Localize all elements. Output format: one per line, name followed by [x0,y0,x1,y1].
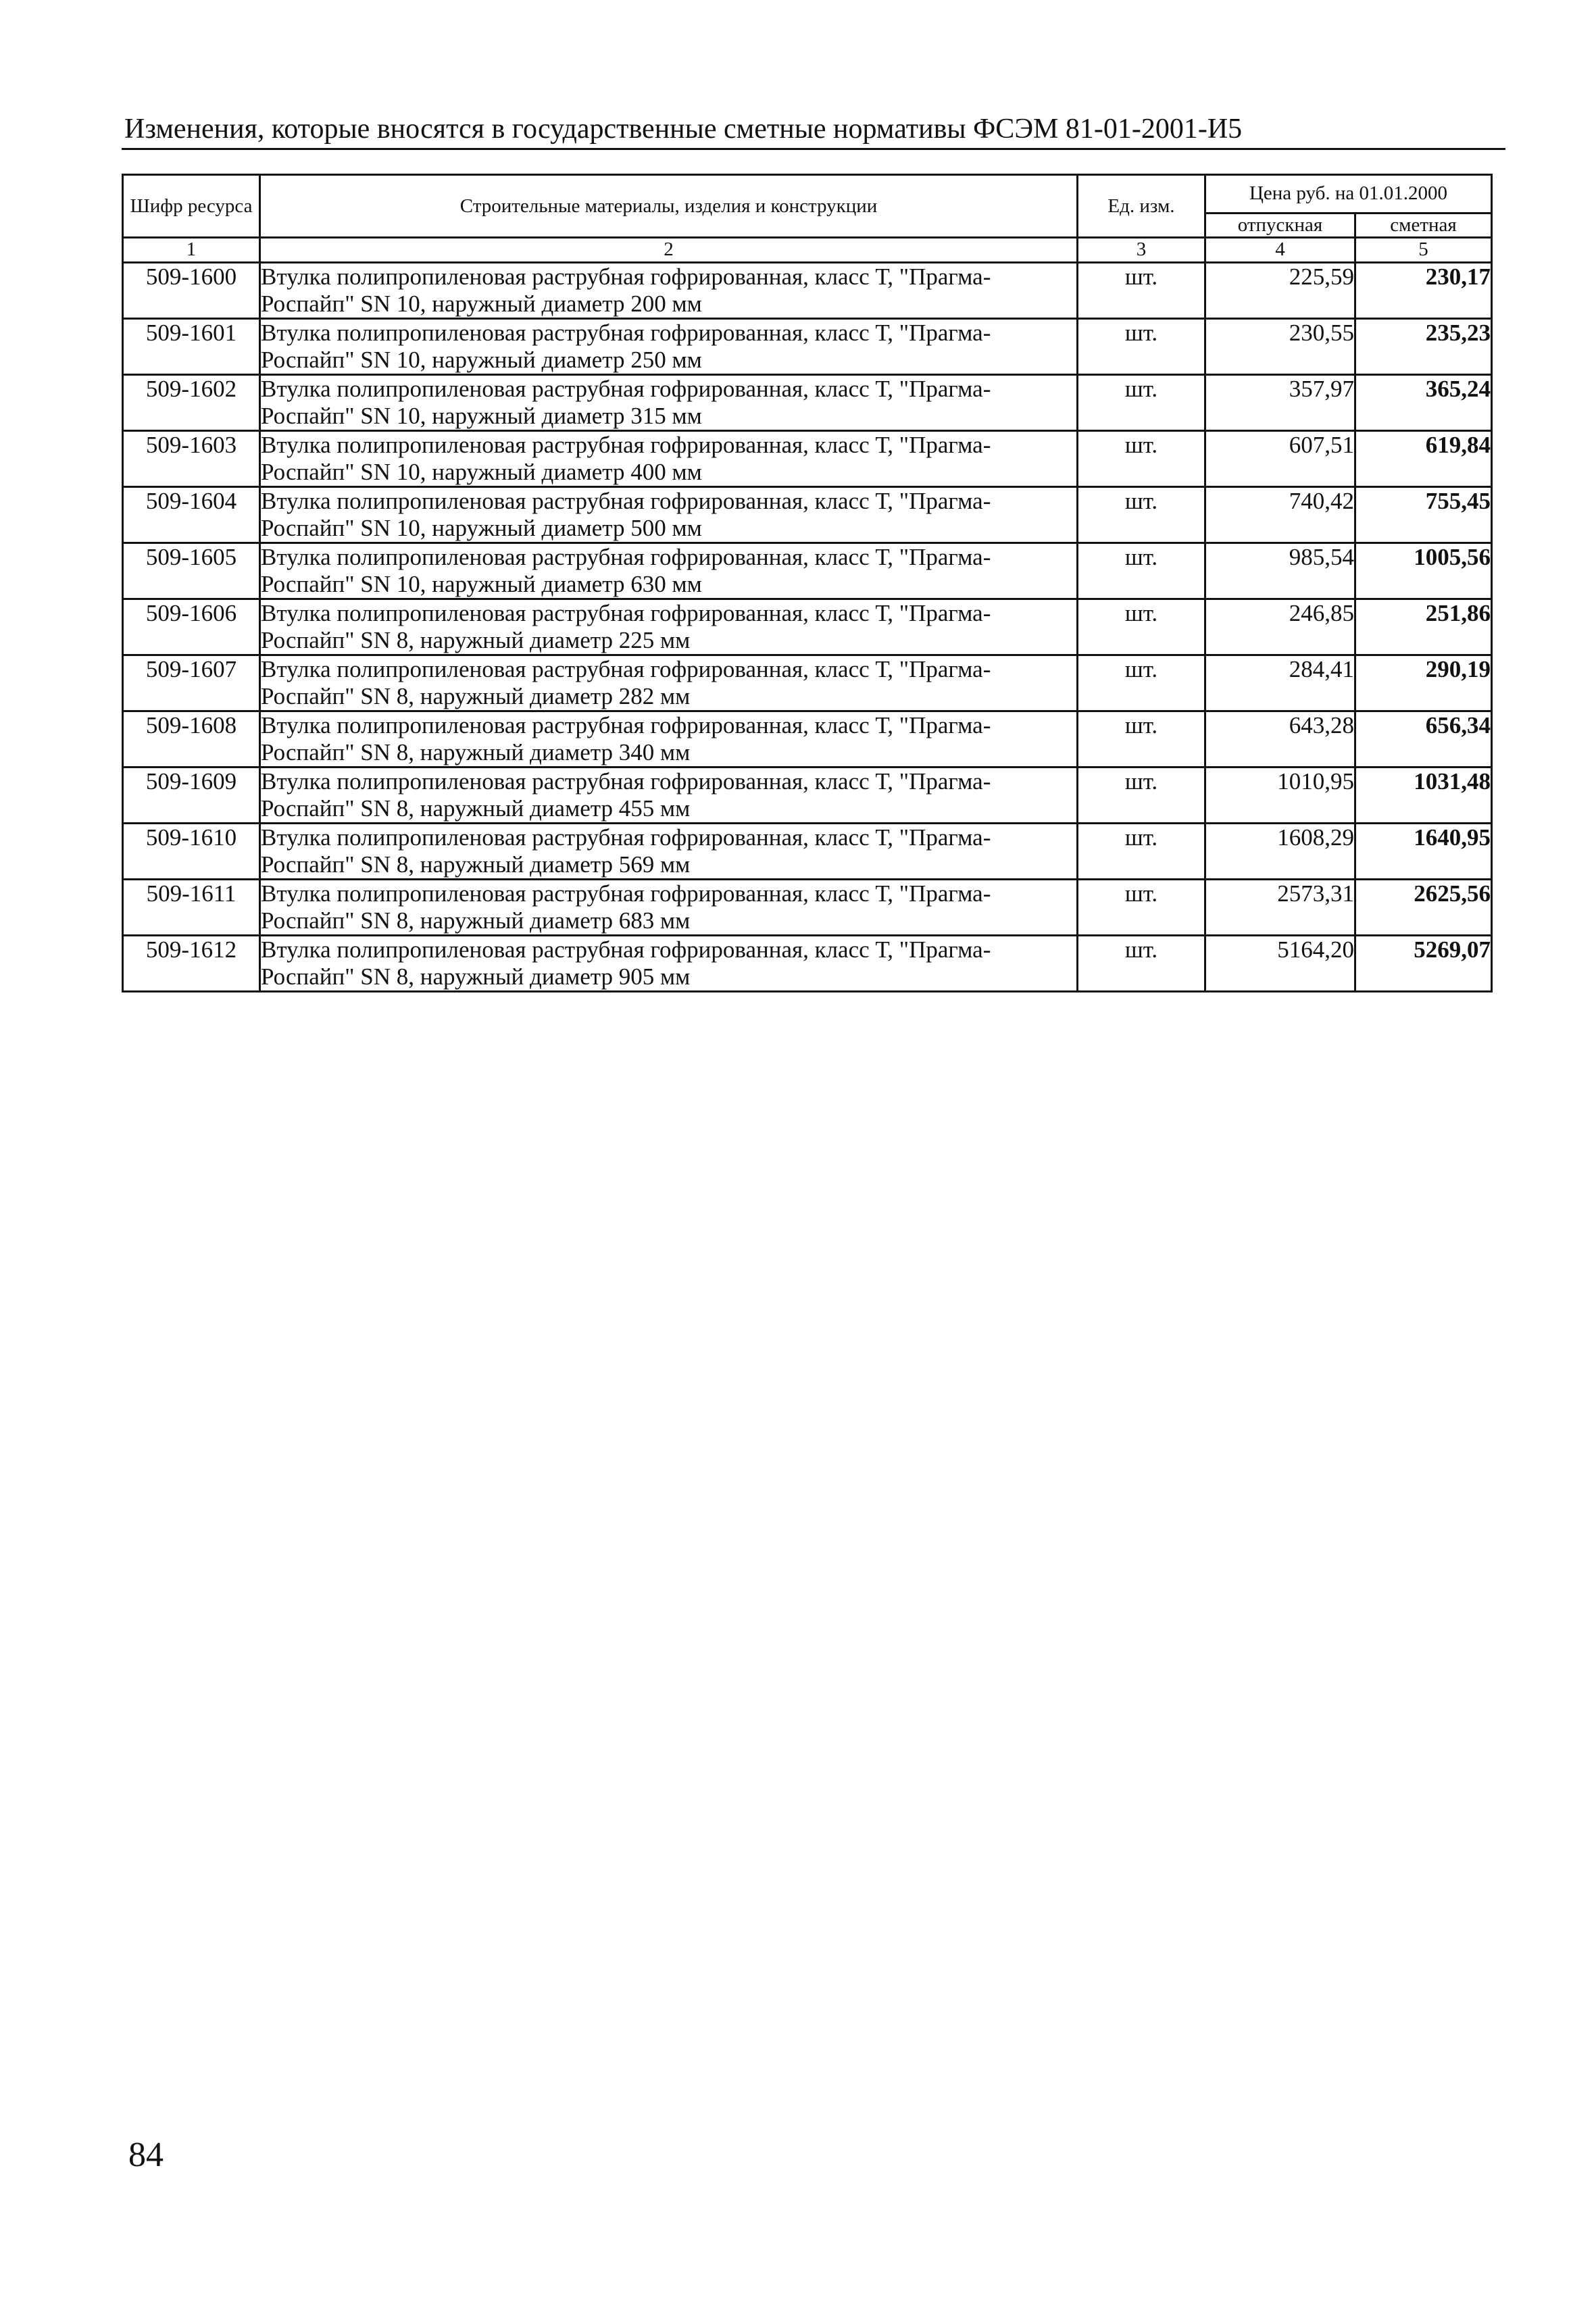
resource-code: 509-1601 [123,318,260,374]
column-number: 2 [260,238,1078,262]
header-name: Строительные материалы, изделия и конструкции [260,175,1078,238]
table-row [123,879,1492,935]
unit: шт. [1078,318,1205,374]
estimate-price: 251,86 [1355,599,1492,655]
release-price: 284,41 [1205,655,1355,711]
unit: шт. [1078,430,1205,486]
release-price: 225,59 [1205,262,1355,318]
estimate-price: 619,84 [1355,430,1492,486]
table-row [123,486,1492,543]
resource-table [122,174,1493,992]
resource-name: Втулка полипропиленовая раструбная гофрированная, класс Т, "Прагма-Роспайп" SN 10, наружный диаметр 630 мм [260,543,1078,599]
table-row [123,935,1492,991]
resource-name: Втулка полипропиленовая раструбная гофрированная, класс Т, "Прагма-Роспайп" SN 10, наружный диаметр 400 мм [260,430,1078,486]
header-estimate-price: сметная [1355,213,1492,238]
resource-name: Втулка полипропиленовая раструбная гофрированная, класс Т, "Прагма-Роспайп" SN 8, наружный диаметр 905 мм [260,935,1078,991]
resource-code: 509-1612 [123,935,260,991]
release-price: 985,54 [1205,543,1355,599]
resource-name: Втулка полипропиленовая раструбная гофрированная, класс Т, "Прагма-Роспайп" SN 10, наружный диаметр 500 мм [260,486,1078,543]
column-number: 1 [123,238,260,262]
unit: шт. [1078,486,1205,543]
estimate-price: 365,24 [1355,374,1492,430]
estimate-price: 1031,48 [1355,767,1492,823]
estimate-price: 5269,07 [1355,935,1492,991]
column-number: 5 [1355,238,1492,262]
estimate-price: 230,17 [1355,262,1492,318]
header-unit: Ед. изм. [1078,175,1205,238]
release-price: 1010,95 [1205,767,1355,823]
resource-code: 509-1611 [123,879,260,935]
table-row [123,767,1492,823]
release-price: 230,55 [1205,318,1355,374]
release-price: 740,42 [1205,486,1355,543]
unit: шт. [1078,262,1205,318]
table-row [123,262,1492,318]
resource-code: 509-1608 [123,711,260,767]
resource-name: Втулка полипропиленовая раструбная гофрированная, класс Т, "Прагма-Роспайп" SN 8, наружный диаметр 340 мм [260,711,1078,767]
resource-code: 509-1604 [123,486,260,543]
resource-name: Втулка полипропиленовая раструбная гофрированная, класс Т, "Прагма-Роспайп" SN 8, наружный диаметр 455 мм [260,767,1078,823]
resource-name: Втулка полипропиленовая раструбная гофрированная, класс Т, "Прагма-Роспайп" SN 10, наружный диаметр 200 мм [260,262,1078,318]
resource-name: Втулка полипропиленовая раструбная гофрированная, класс Т, "Прагма-Роспайп" SN 10, наружный диаметр 250 мм [260,318,1078,374]
estimate-price: 656,34 [1355,711,1492,767]
resource-name: Втулка полипропиленовая раструбная гофрированная, класс Т, "Прагма-Роспайп" SN 8, наружный диаметр 569 мм [260,823,1078,879]
release-price: 357,97 [1205,374,1355,430]
header-rule [122,148,1505,150]
release-price: 643,28 [1205,711,1355,767]
table-row [123,318,1492,374]
table-row [123,823,1492,879]
resource-name: Втулка полипропиленовая раструбная гофрированная, класс Т, "Прагма-Роспайп" SN 8, наружный диаметр 225 мм [260,599,1078,655]
release-price: 1608,29 [1205,823,1355,879]
header-price: Цена руб. на 01.01.2000 [1205,175,1492,213]
page-title: Изменения, которые вносятся в государственные сметные нормативы ФСЭМ 81-01-2001-И5 [124,114,1243,145]
table-row [123,655,1492,711]
resource-name: Втулка полипропиленовая раструбная гофрированная, класс Т, "Прагма-Роспайп" SN 8, наружный диаметр 683 мм [260,879,1078,935]
estimate-price: 2625,56 [1355,879,1492,935]
release-price: 607,51 [1205,430,1355,486]
estimate-price: 290,19 [1355,655,1492,711]
unit: шт. [1078,823,1205,879]
resource-code: 509-1607 [123,655,260,711]
resource-code: 509-1602 [123,374,260,430]
estimate-price: 755,45 [1355,486,1492,543]
resource-name: Втулка полипропиленовая раструбная гофрированная, класс Т, "Прагма-Роспайп" SN 8, наружный диаметр 282 мм [260,655,1078,711]
table-row [123,430,1492,486]
column-number: 3 [1078,238,1205,262]
unit: шт. [1078,767,1205,823]
resource-code: 509-1606 [123,599,260,655]
header-release-price: отпускная [1205,213,1355,238]
resource-name: Втулка полипропиленовая раструбная гофрированная, класс Т, "Прагма-Роспайп" SN 10, наружный диаметр 315 мм [260,374,1078,430]
resource-code: 509-1609 [123,767,260,823]
unit: шт. [1078,935,1205,991]
column-number: 4 [1205,238,1355,262]
resource-code: 509-1600 [123,262,260,318]
release-price: 2573,31 [1205,879,1355,935]
release-price: 5164,20 [1205,935,1355,991]
page-number: 84 [128,2136,164,2174]
resource-code: 509-1603 [123,430,260,486]
resource-code: 509-1605 [123,543,260,599]
unit: шт. [1078,655,1205,711]
unit: шт. [1078,543,1205,599]
resource-code: 509-1610 [123,823,260,879]
release-price: 246,85 [1205,599,1355,655]
unit: шт. [1078,599,1205,655]
header-code: Шифр ресурса [123,175,260,238]
unit: шт. [1078,711,1205,767]
estimate-price: 235,23 [1355,318,1492,374]
estimate-price: 1005,56 [1355,543,1492,599]
unit: шт. [1078,879,1205,935]
table-row [123,543,1492,599]
table-row [123,711,1492,767]
table-row [123,374,1492,430]
estimate-price: 1640,95 [1355,823,1492,879]
unit: шт. [1078,374,1205,430]
table-row [123,599,1492,655]
